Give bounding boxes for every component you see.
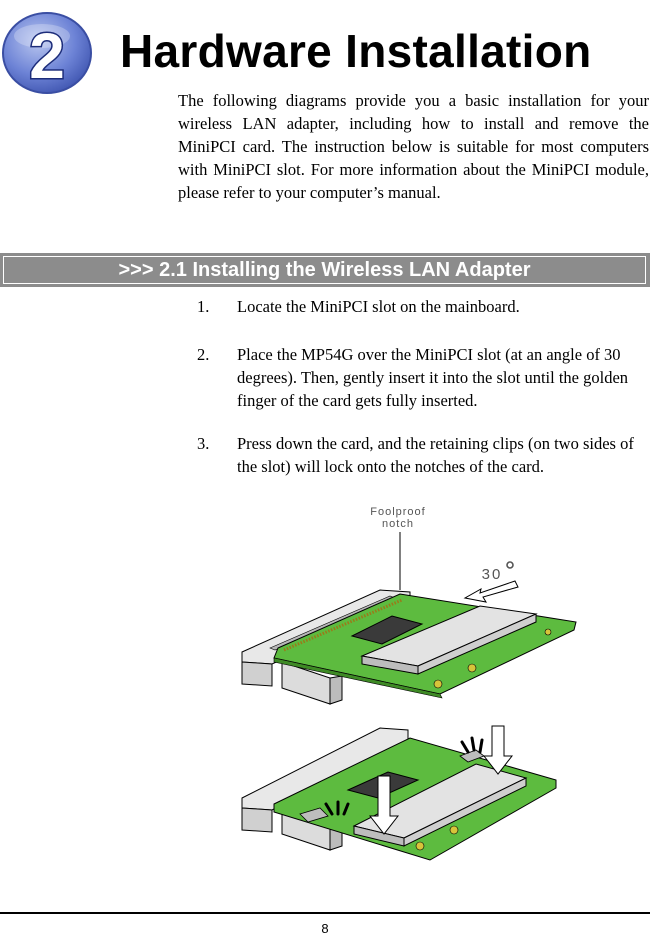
step-text: Place the MP54G over the MiniPCI slot (at an angle of 30 degrees). Then, gently insert it into the slot until the golden finger of the card gets fully inserted. xyxy=(237,345,629,410)
step-text: Press down the card, and the retaining clips (on two sides of the slot) will lock onto the notches of the card. xyxy=(237,434,634,476)
step-text: Locate the MiniPCI slot on the mainboard. xyxy=(237,297,520,316)
intro-paragraph: The following diagrams provide you a basic installation for your wireless LAN adapter, including how to install and remove the MiniPCI card. The instruction below is suitable for most computers with MiniPCI slot. For more information about the MiniPCI module, please refer to your computer’s manual. xyxy=(178,91,649,202)
page-title: Hardware Installation xyxy=(120,25,592,77)
callout-label-line1: Foolproof xyxy=(370,506,426,518)
footer-rule xyxy=(0,912,650,914)
angle-label: 30 xyxy=(481,566,503,583)
callout-label-line2: notch xyxy=(382,518,414,530)
angle-arrow xyxy=(465,581,518,602)
chapter-number: 2 xyxy=(29,20,65,92)
installation-diagram xyxy=(230,498,590,868)
section-header-bar xyxy=(0,253,650,287)
section-title: >>> 2.1 Installing the Wireless LAN Adapter xyxy=(118,259,531,281)
chapter-number-badge xyxy=(0,8,96,94)
step-number: 3. xyxy=(197,434,210,453)
degree-symbol xyxy=(507,562,513,568)
section-header-frame xyxy=(3,256,646,284)
step-number: 1. xyxy=(197,297,210,316)
page-number: 8 xyxy=(321,921,329,936)
step-number: 2. xyxy=(197,345,210,364)
